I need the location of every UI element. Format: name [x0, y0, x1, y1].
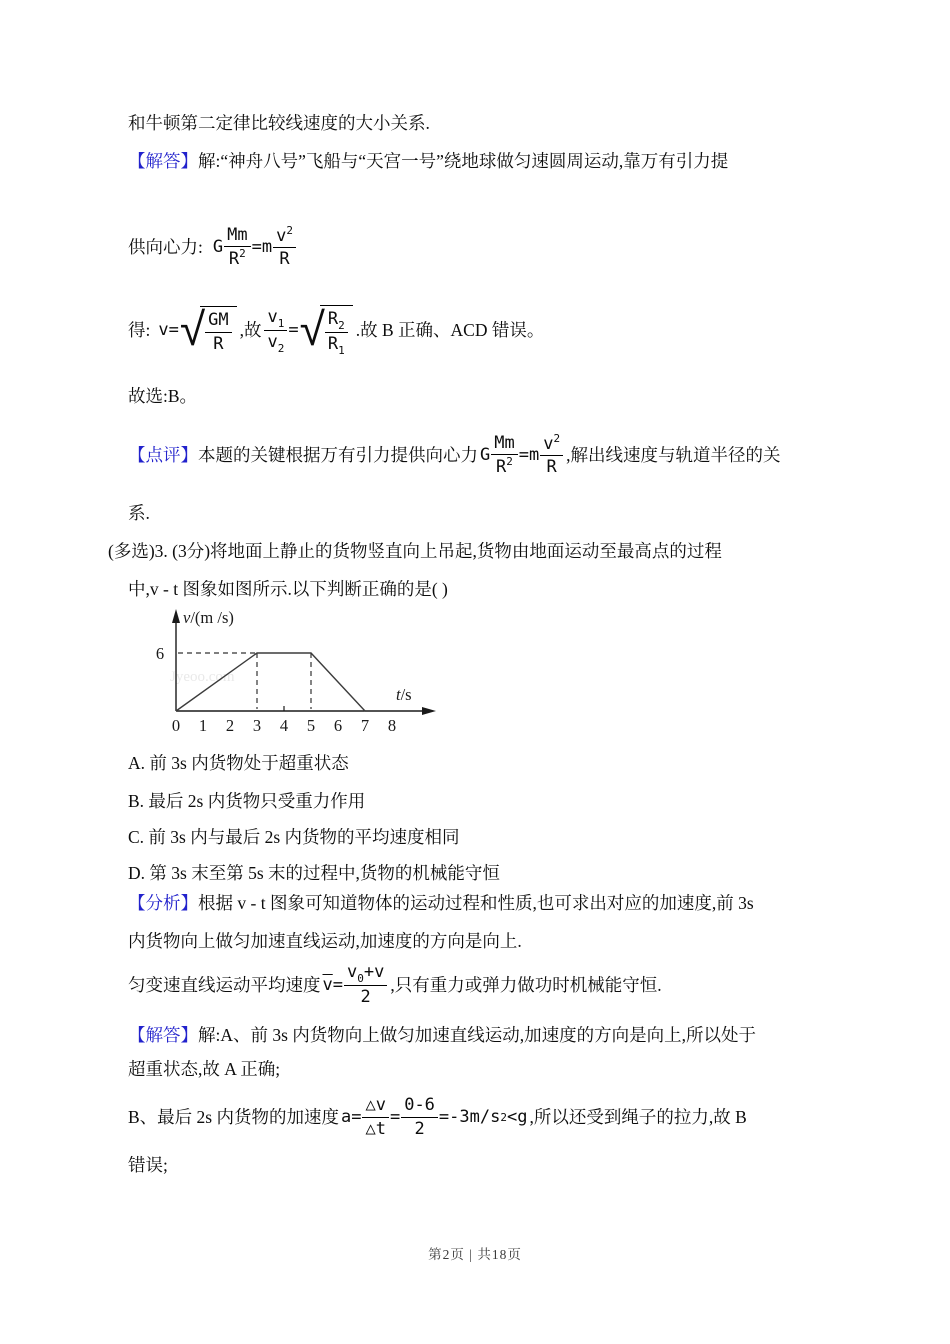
formula-term: = [518, 445, 529, 465]
graph-watermark: Jyeoo.com [170, 669, 235, 685]
exponent: 2 [553, 431, 561, 445]
body-text: 和牛顿第二定律比较线速度的大小关系. [128, 113, 430, 133]
body-text: 超重状态,故 A 正确; [128, 1059, 281, 1079]
dianping-label: 【点评】 [128, 445, 198, 465]
body-text: 系. [128, 503, 150, 523]
x-label-units: /s [400, 685, 412, 704]
dianping-line [128, 424, 780, 486]
formula-term: v [267, 306, 278, 327]
numerator [273, 225, 296, 248]
body-text: B、最后 2s 内货物的加速度 [128, 1107, 339, 1127]
answer-line1 [128, 1022, 756, 1048]
fraction [224, 225, 250, 270]
formula-term: R [327, 308, 339, 329]
numerator [325, 309, 348, 333]
fenxi-label: 【分析】 [128, 893, 198, 913]
x-tick-label: 8 [387, 716, 397, 735]
radical-sign: √ [179, 302, 206, 357]
option-a [128, 750, 349, 776]
numerator: △v [362, 1095, 388, 1117]
average-velocity-line [128, 958, 662, 1012]
body-text: 根据 v - t 图象可知道物体的运动过程和性质,也可求出对应的加速度,前 3s [198, 893, 754, 913]
fraction [273, 225, 296, 270]
formula-term: m [528, 445, 540, 465]
body-text: 得: [128, 320, 151, 340]
fraction [362, 1095, 388, 1139]
body-text: (多选)3. (3分)将地面上静止的货物竖直向上吊起,货物由地面运动至最高点的过程 [108, 541, 722, 561]
option-text: B. 最后 2s 内货物只受重力作用 [128, 791, 366, 811]
formula-term: G [212, 237, 224, 257]
fraction [401, 1095, 438, 1139]
answer-line2 [128, 1056, 280, 1082]
numerator: 0-6 [401, 1095, 438, 1117]
prev-jieda-line [128, 148, 728, 174]
vt-graph [138, 603, 448, 753]
x-tick-label: 3 [252, 716, 262, 735]
y-axis-arrow [172, 609, 180, 623]
formula-term: v [543, 433, 554, 454]
numerator [540, 433, 563, 456]
option-text: C. 前 3s 内与最后 2s 内货物的平均速度相同 [128, 827, 460, 847]
body-text: ,只有重力或弹力做功时机械能守恒. [390, 975, 662, 995]
x-tick-label: 7 [360, 716, 370, 735]
formula-term: G [480, 445, 491, 465]
analysis-line2 [128, 928, 522, 954]
question-stem-line2 [128, 576, 448, 602]
denominator [224, 247, 250, 269]
gravity-formula-repeat [480, 433, 564, 478]
x-tick-label: 5 [306, 716, 316, 735]
exponent: 2 [239, 247, 246, 260]
x-axis-arrow [422, 707, 436, 715]
option-text: A. 前 3s 内货物处于超重状态 [128, 753, 349, 773]
body-text: 解:A、前 3s 内货物向上做匀加速直线运动,加速度的方向是向上,所以处于 [198, 1025, 757, 1045]
formula-term: v= [158, 320, 179, 340]
body-text: 供向心力: [128, 237, 203, 257]
fraction [491, 433, 517, 478]
denominator: △t [365, 1118, 386, 1139]
analysis-line1 [128, 890, 754, 916]
x-tick-label: 6 [333, 716, 343, 735]
fraction [264, 307, 287, 354]
subscript: 2 [277, 341, 285, 355]
denominator: R [279, 249, 290, 269]
formula-term: v [347, 962, 358, 983]
centripetal-formula-line [128, 215, 299, 279]
denominator [264, 331, 287, 354]
formula-term: v [267, 331, 278, 352]
page-footer: 第2页 | 共18页 [428, 1247, 522, 1262]
denominator: 2 [414, 1118, 425, 1139]
question-stem-line1 [108, 538, 722, 564]
numerator [264, 307, 287, 331]
formula-term: = [288, 320, 299, 340]
square-root [299, 302, 353, 357]
y-value-mark: 6 [155, 644, 165, 663]
fraction [325, 309, 348, 356]
body-text: .故 B 正确、ACD 错误。 [355, 320, 545, 340]
option-b [128, 788, 365, 814]
formula-term: m [261, 237, 273, 257]
body-text: ,故 [239, 320, 262, 340]
x-label-variable: t [396, 685, 401, 704]
formula-term: +v [363, 962, 385, 983]
square-root [179, 302, 237, 357]
subscript: 2 [338, 318, 345, 332]
exponent: 2 [506, 455, 513, 468]
formula-term: R [228, 249, 240, 269]
formula-term: -3m/s [449, 1107, 501, 1127]
y-label-variable: v [183, 608, 191, 627]
x-tick-label: 0 [171, 716, 181, 735]
dianping-tail-line [128, 500, 150, 526]
radicand [320, 305, 353, 356]
acceleration-line [128, 1090, 747, 1144]
gravity-formula [213, 225, 297, 270]
formula-term: = [389, 1107, 401, 1127]
x-tick-label: 2 [225, 716, 235, 735]
jieda-label: 【解答】 [128, 1025, 198, 1045]
average-velocity-formula [323, 962, 389, 1007]
formula-term: = [251, 237, 262, 257]
numerator [344, 962, 387, 986]
formula-term: = [438, 1107, 450, 1127]
jieda-label: 【解答】 [128, 151, 198, 171]
derived-formula-line [128, 296, 544, 364]
formula-term: = [332, 974, 343, 995]
subscript: 0 [357, 972, 364, 986]
denominator [491, 455, 517, 477]
option-d [128, 860, 500, 886]
acceleration-formula [341, 1095, 527, 1139]
option-text: D. 第 3s 末至第 5s 末的过程中,货物的机械能守恒 [128, 863, 500, 883]
formula-term: <g [506, 1107, 528, 1127]
numerator: Mm [491, 433, 517, 455]
numerator: GM [205, 310, 231, 332]
x-axis-label [396, 685, 412, 704]
body-text: 匀变速直线运动平均速度 [128, 975, 321, 995]
denominator: R [213, 333, 224, 354]
denominator [325, 333, 348, 356]
y-axis-label [183, 608, 234, 627]
fraction [540, 433, 563, 478]
exponent: 2 [500, 1110, 507, 1124]
body-text: 内货物向上做匀加速直线运动,加速度的方向是向上. [128, 931, 522, 951]
subscript: 1 [277, 316, 285, 330]
fraction [205, 310, 231, 354]
numerator: Mm [224, 225, 250, 247]
x-tick-label: 1 [198, 716, 208, 735]
body-text: ,所以还受到绳子的拉力,故 B [529, 1107, 747, 1127]
fraction [344, 962, 387, 1007]
radical-sign: √ [299, 302, 325, 357]
body-text: 解:“神舟八号”飞船与“天宫一号”绕地球做匀速圆周运动,靠万有引力提 [198, 151, 729, 171]
denominator: R [546, 457, 557, 477]
prev-analysis-tail [128, 110, 430, 136]
body-text: 中,v - t 图象如图所示.以下判断正确的是( ) [128, 579, 448, 599]
ratio-formula [263, 302, 353, 357]
x-tick-label: 4 [279, 716, 289, 735]
option-c [128, 824, 460, 850]
subscript: 1 [338, 343, 345, 357]
formula-term: R [496, 457, 507, 477]
body-text: 故选:B。 [128, 386, 198, 406]
body-text: 错误; [128, 1155, 168, 1175]
answer-choice-line [128, 383, 197, 409]
body-text: ,解出线速度与轨道半径的关 [566, 445, 781, 465]
formula-term: a= [340, 1107, 362, 1127]
formula-term: R [327, 333, 339, 354]
formula-term: v [276, 225, 287, 246]
v-sqrt-formula [158, 302, 237, 357]
radicand [200, 306, 236, 354]
answer-b-tail-line [128, 1152, 168, 1178]
exponent: 2 [286, 223, 293, 237]
denominator: 2 [360, 987, 371, 1008]
y-label-units: /(m /s) [190, 608, 234, 627]
v-bar: $\overline{v}$ [322, 974, 333, 995]
body-text: 本题的关键根据万有引力提供向心力 [198, 445, 478, 465]
